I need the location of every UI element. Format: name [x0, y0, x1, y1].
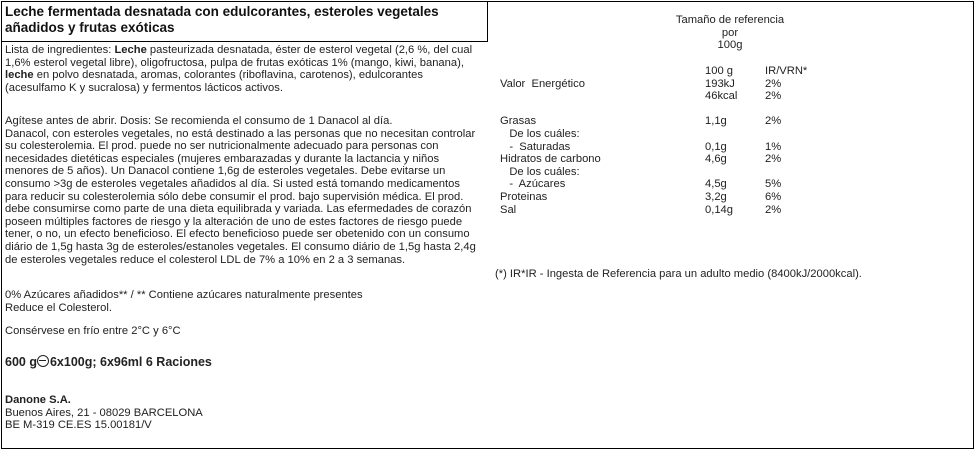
company-address: Buenos Aires, 21 - 08029 BARCELONA — [5, 406, 203, 419]
company-block — [5, 394, 203, 432]
nutrient-amount: 46kcal — [705, 90, 738, 103]
header-ir-vrn: IR/VRN* — [765, 65, 808, 77]
ingredient-text: Lista de ingredientes: — [5, 44, 115, 56]
ingredient-text: (acesulfamo K y sucralosa) y fermentos lácticos activos. — [5, 81, 283, 94]
nutrient-amount: 1,1g — [705, 115, 727, 128]
estimated-sign-icon — [37, 355, 49, 367]
nutrient-amount: 0,14g — [705, 203, 733, 216]
advice-line: tener, o no, un efecto beneficioso. El efecto beneficioso puede ser obetenido con un consumo — [5, 228, 470, 241]
nutrient-percent: 5% — [765, 178, 782, 191]
nutrient-percent: 6% — [765, 190, 782, 203]
nutrition-row — [500, 78, 820, 91]
nutrition-row — [500, 153, 820, 166]
nutrition-footnote: (*) IR*IR - Ingesta de Referencia para un adulto medio (8400kJ/2000kcal). — [495, 268, 862, 280]
reference-size-line-1: Tamaño de referencia por — [675, 14, 785, 39]
ingredients-line — [5, 44, 485, 57]
nutrient-name: - Azúcares — [500, 178, 566, 191]
nutrient-percent: 2% — [765, 77, 782, 90]
nutrient-percent: 2% — [765, 90, 782, 103]
product-title-line-2: añadidos y frutas exóticas — [5, 20, 175, 35]
allergen-text: Leche — [114, 44, 147, 56]
nutrient-amount: 4,5g — [705, 178, 727, 191]
nutrition-row — [500, 90, 820, 103]
company-code: BE M-319 CE.ES 15.00181/V — [5, 419, 152, 432]
product-title-line-1: Leche fermentada desnatada con edulcorantes, esteroles vegetales — [5, 4, 439, 19]
nutrient-name: - Saturadas — [500, 140, 571, 153]
nutrient-name: Grasas — [500, 115, 537, 128]
advice-line: consumo >3g de esteroles vegetales añadidos al día. Si usted está tomando medicamentos — [5, 177, 460, 190]
ingredient-text: 1,6% esterol vegetal libre), oligofructosa, pulpa de frutas exóticas 1% (mango, kiwi, banana), — [5, 56, 464, 69]
advice-line: diário de 1,5g hasta 3g de esteroles/estanoles vegetales. El consumo diário de 1,5g hasta 2,4g — [5, 240, 476, 253]
conservation-note: Consérvese en frío entre 2°C y 6°C — [5, 325, 181, 337]
nutrition-row — [500, 191, 820, 204]
cholesterol-claim-line: Reduce el Colesterol. — [5, 301, 112, 314]
advice-line: su colesterolemia. El prod. puede no ser nutricionalmente adecuado para personas con — [5, 140, 439, 153]
advice-line: de esteroles vegetales reduce el colesterol LDL de 7% a 10% en 2 a 3 semanas. — [5, 253, 406, 266]
advice-line: necesidades dietéticas especiales (mujeres embarazadas y durante la lactancia y niños — [5, 152, 440, 165]
title-box — [1, 1, 488, 42]
nutrient-amount: 0,1g — [705, 140, 727, 153]
nutrient-amount: 4,6g — [705, 153, 727, 166]
nutrient-percent: 1% — [765, 140, 782, 153]
ingredients-line — [5, 57, 485, 70]
nutrition-row — [500, 103, 820, 116]
ingredient-text: pasteurizada desnatada, éster de esterol vegetal (2,6 %, del cual — [146, 44, 473, 56]
advice-line: menores de 5 años). Un Danacol contiene 1,6g de esteroles vegetales. Debe evitarse un — [5, 165, 446, 178]
nutrient-name: Proteinas — [500, 190, 548, 203]
portions-text: 6x100g; 6x96ml 6 Raciones — [49, 355, 212, 369]
ingredient-text: en polvo desnatada, aromas, colorantes (riboflavina, carotenos), edulcorantes — [33, 69, 423, 82]
nutrition-row — [500, 128, 820, 141]
sugar-claims — [5, 289, 363, 314]
nutrition-row — [500, 115, 820, 128]
advice-line: poseen múltiples factores de riesgo y la alteración de uno de estes factores de riesgo puede — [5, 215, 463, 228]
nutrient-percent: 2% — [765, 153, 782, 166]
net-weight-value: 600 g — [5, 355, 37, 369]
nutrition-row — [500, 178, 820, 191]
nutrient-name: De los cuáles: — [500, 165, 580, 178]
advice-line: para reducir su colesterolemia sólo debe consumir el prod. bajo supervisión médica. El prod. — [5, 190, 464, 203]
left-column — [5, 44, 485, 432]
nutrient-name: De los cuáles: — [500, 127, 580, 140]
nutrition-header-row — [500, 65, 820, 78]
sugar-claim-line: 0% Azúcares añadidos** / ** Contiene azúcares naturalmente presentes — [5, 289, 363, 301]
nutrition-row — [500, 204, 820, 217]
ingredients-line — [5, 69, 485, 82]
nutrition-row — [500, 141, 820, 154]
advice-line: Danacol, con esteroles vegetales, no está destinado a las personas que no necesitan controlar — [5, 127, 476, 140]
nutrition-table — [500, 65, 820, 216]
product-title — [5, 4, 439, 36]
ingredients-line — [5, 82, 485, 95]
advice-line: Agítese antes de abrir. Dosis: Se recomienda el consumo de 1 Danacol al día. — [5, 115, 393, 127]
header-per-100g: 100 g — [705, 65, 733, 77]
nutrient-name: Hidratos de carbono — [500, 153, 601, 166]
ingredients-list — [5, 44, 485, 94]
reference-size-line-2: 100g — [717, 39, 743, 52]
nutrient-name: Valor Energético — [500, 77, 585, 90]
advice-text — [5, 115, 485, 266]
reference-size — [670, 14, 790, 52]
company-name: Danone S.A. — [5, 394, 71, 406]
nutrition-row — [500, 166, 820, 179]
nutrient-amount: 3,2g — [705, 190, 727, 203]
allergen-text: leche — [5, 69, 34, 82]
nutrient-amount: 193kJ — [705, 77, 735, 90]
nutrient-name: Sal — [500, 203, 517, 216]
nutrient-percent: 2% — [765, 203, 782, 216]
net-weight — [5, 355, 212, 369]
advice-line: debe consumirse como parte de una dieta equilibrada y variada. Las efermedades de corazón — [5, 203, 472, 216]
nutrient-percent: 2% — [765, 115, 782, 128]
